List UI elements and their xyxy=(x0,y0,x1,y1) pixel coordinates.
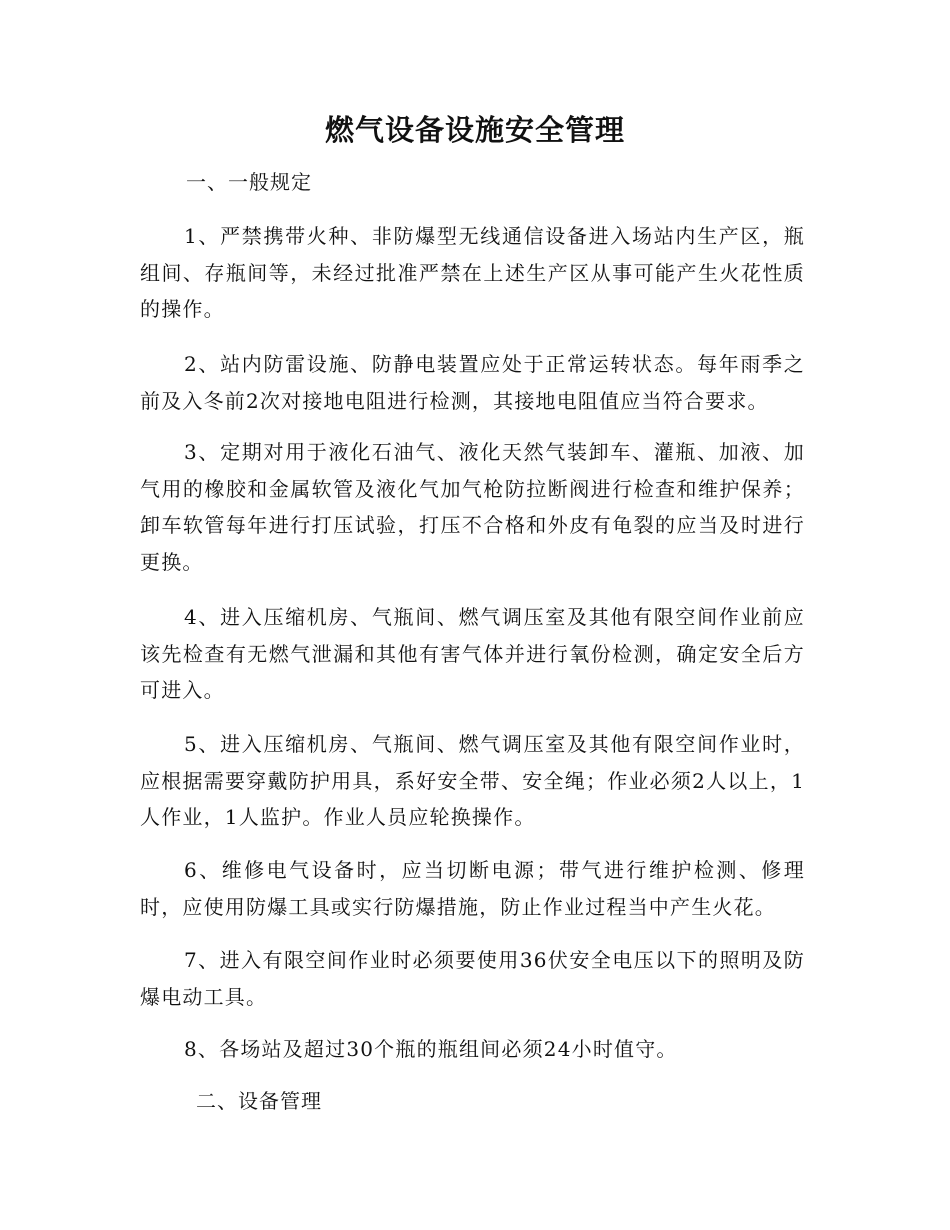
rule-paragraph-3: 3、定期对用于液化石油气、液化天然气装卸车、灌瓶、加液、加气用的橡胶和金属软管及液化气加气枪防拉断阀进行检查和维护保养；卸车软管每年进行打压试验，打压不合格和外皮有龟裂的应当及时进行更换。 xyxy=(140,440,805,574)
section-heading-equipment-management: 二、设备管理 xyxy=(196,1089,322,1113)
rule-paragraph-8: 8、各场站及超过30个瓶的瓶组间必须24小时值守。 xyxy=(184,1037,678,1061)
document-title: 燃气设备设施安全管理 xyxy=(324,113,625,147)
rule-paragraph-2: 2、站内防雷设施、防静电装置应处于正常运转状态。每年雨季之前及入冬前2次对接地电阻进行检测，其接地电阻值应当符合要求。 xyxy=(140,352,805,413)
rule-paragraph-4: 4、进入压缩机房、气瓶间、燃气调压室及其他有限空间作业前应该先检查有无燃气泄漏和其他有害气体并进行氧份检测，确定安全后方可进入。 xyxy=(140,605,805,702)
section-heading-general-rules: 一、一般规定 xyxy=(186,170,312,194)
rule-paragraph-6: 6、维修电气设备时，应当切断电源；带气进行维护检测、修理时，应使用防爆工具或实行防爆措施，防止作业过程当中产生火花。 xyxy=(140,858,805,919)
rule-paragraph-7: 7、进入有限空间作业时必须要使用36伏安全电压以下的照明及防爆电动工具。 xyxy=(140,948,805,1009)
rule-paragraph-5: 5、进入压缩机房、气瓶间、燃气调压室及其他有限空间作业时，应根据需要穿戴防护用具，系好安全带、安全绳；作业必须2人以上，1人作业，1人监护。作业人员应轮换操作。 xyxy=(140,732,805,829)
rule-paragraph-1: 1、严禁携带火种、非防爆型无线通信设备进入场站内生产区，瓶组间、存瓶间等，未经过批准严禁在上述生产区从事可能产生火花性质的操作。 xyxy=(140,224,805,321)
